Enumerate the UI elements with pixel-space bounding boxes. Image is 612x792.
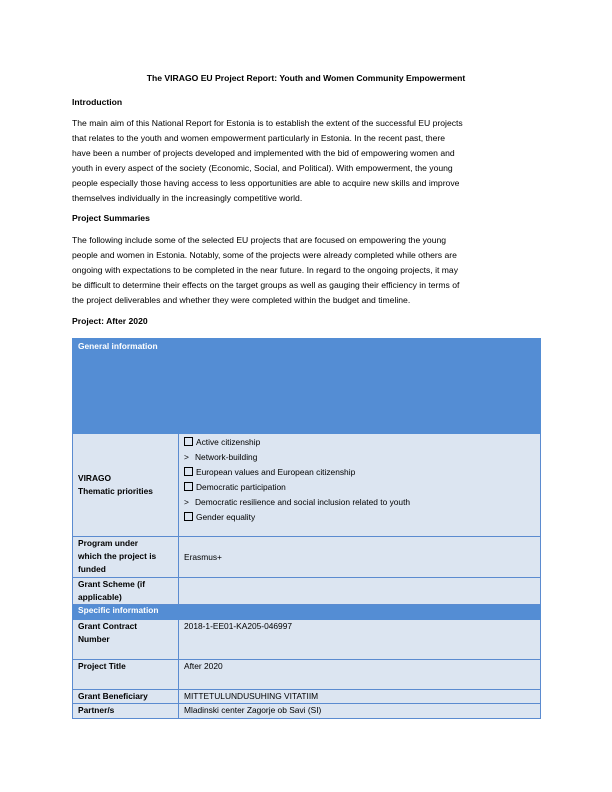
project-info-table — [72, 338, 541, 719]
partners-label: Partner/s — [73, 704, 179, 719]
introduction-heading: Introduction — [72, 97, 123, 107]
thematic-priorities-row — [73, 434, 541, 537]
specific-information-band: Specific information — [73, 605, 541, 620]
grant-scheme-label: Grant Scheme (if applicable) — [73, 578, 179, 605]
checkbox-icon[interactable] — [184, 512, 193, 521]
partners-row — [73, 704, 541, 719]
project-title-value: After 2020 — [179, 660, 541, 690]
program-value: Erasmus+ — [179, 537, 541, 578]
checkbox-icon[interactable] — [184, 437, 193, 446]
thematic-priorities-label: VIRAGO Thematic priorities — [73, 434, 179, 537]
contract-value: 2018-1-EE01-KA205-046997 — [179, 620, 541, 660]
summaries-heading: Project Summaries — [72, 213, 150, 223]
project-title-row — [73, 660, 541, 690]
contract-label: Grant Contract Number — [73, 620, 179, 660]
introduction-paragraph: The main aim of this National Report for Estonia is to establish the extent of the successful EU projects that relates to the youth and women empowerment particularly in Estonia. In the recent past, there have been a number of projects developed and implemented with the bid of empowering women and youth in every aspect of the society (Economic, Social, and Political). With empowerment, the young people especially those having access to less opportunities are able to acquire new skills and improve themselves individually in the increasingly competitive world. — [72, 118, 463, 204]
beneficiary-value: MITTETULUNDUSUHING VITATIIM — [179, 690, 541, 704]
specific-information-row — [73, 605, 541, 620]
project-heading: Project: After 2020 — [72, 316, 148, 326]
priority-item[interactable]: Active citizenship — [184, 435, 535, 450]
partners-value: Mladinski center Zagorje ob Savi (SI) — [179, 704, 541, 719]
program-row — [73, 537, 541, 578]
contract-row — [73, 620, 541, 660]
program-label: Program under which the project is funded — [73, 537, 179, 578]
arrow-marker-icon: > — [184, 452, 189, 462]
priority-item: > Network-building — [184, 450, 535, 465]
priority-item: > Democratic resilience and social inclusion related to youth — [184, 495, 535, 510]
project-title-label: Project Title — [73, 660, 179, 690]
beneficiary-row — [73, 690, 541, 704]
priority-item[interactable]: Democratic participation — [184, 480, 535, 495]
checkbox-icon[interactable] — [184, 482, 193, 491]
document-title: The VIRAGO EU Project Report: Youth and Women Community Empowerment — [146, 73, 466, 83]
thematic-priorities-list — [179, 434, 541, 537]
checkbox-icon[interactable] — [184, 467, 193, 476]
beneficiary-label: Grant Beneficiary — [73, 690, 179, 704]
grant-scheme-value — [179, 578, 541, 605]
summaries-paragraph: The following include some of the selected EU projects that are focused on empowering the young people and women in Estonia. Notably, some of the projects were already completed while others are ongoing with expectations to be completed in the near future. In regard to the ongoing projects, it may be difficult to determine their effects on the target groups as well as gauging their efficiency in terms of the project deliverables and whether they were completed within the budget and timeline. — [72, 235, 460, 306]
grant-scheme-row — [73, 578, 541, 605]
priority-item[interactable]: European values and European citizenship — [184, 465, 535, 480]
general-information-band: General information — [73, 339, 541, 434]
arrow-marker-icon: > — [184, 497, 189, 507]
general-information-row — [73, 339, 541, 434]
priority-item[interactable]: Gender equality — [184, 510, 535, 525]
